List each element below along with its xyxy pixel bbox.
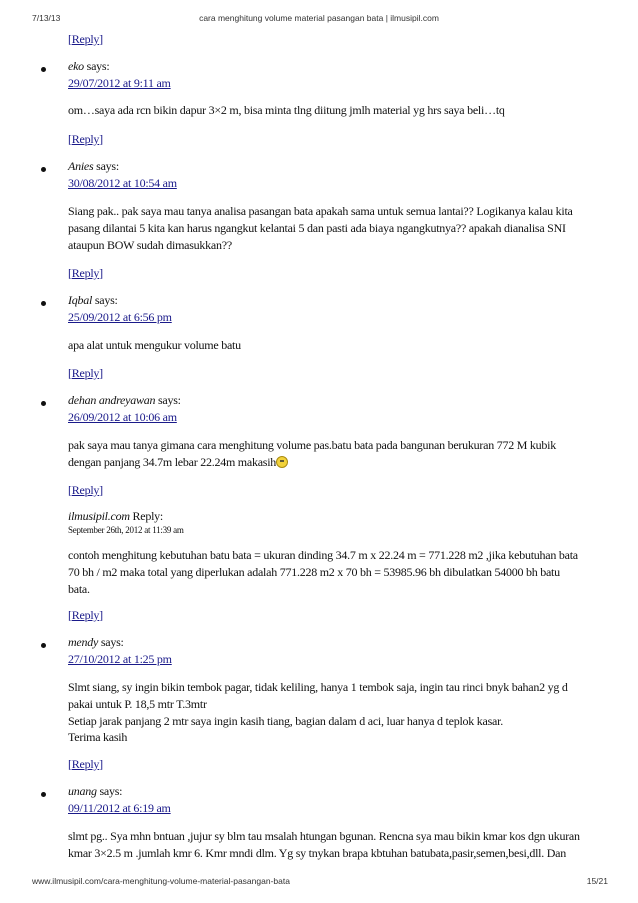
comment-text: pakai untuk P. 18,5 mtr T.3mtr <box>68 697 207 711</box>
comment-text-line <box>68 454 608 471</box>
list-bullet <box>41 643 46 648</box>
reply-link-container[interactable]: [Reply] <box>68 757 103 771</box>
comment-text: apa alat untuk mengukur volume batu <box>68 338 241 352</box>
list-bullet <box>41 401 46 406</box>
comment-author-line <box>68 58 608 75</box>
admin-reply-date: September 26th, 2012 at 11:39 am <box>68 525 184 535</box>
comment-date-link[interactable]: 29/07/2012 at 9:11 am <box>68 76 171 90</box>
reply-link-container[interactable]: [Reply] <box>68 608 103 622</box>
page-number: 15/21 <box>586 876 608 886</box>
comment-author: mendy <box>68 635 99 649</box>
comment-date-link[interactable]: 27/10/2012 at 1:25 pm <box>68 652 172 666</box>
reply-link-container[interactable]: [Reply] <box>68 366 103 380</box>
reply-link[interactable]: Reply <box>71 608 100 622</box>
list-bullet <box>41 167 46 172</box>
says-label: says: <box>157 393 181 407</box>
comment-text: ataupun BOW sudah dimasukkan?? <box>68 238 232 252</box>
reply-link[interactable]: Reply <box>71 757 100 771</box>
reply-link[interactable]: Reply <box>71 483 100 497</box>
comment-date-link[interactable]: 09/11/2012 at 6:19 am <box>68 801 171 815</box>
comment-author: unang <box>68 784 97 798</box>
comment-text: Terima kasih <box>68 730 128 744</box>
comment-text: Siang pak.. pak saya mau tanya analisa pasangan bata apakah sama untuk semua lantai?? Logikanya kalau kita <box>68 204 573 218</box>
comment-date-link[interactable]: 25/09/2012 at 6:56 pm <box>68 310 172 324</box>
comment-text: kmar 3×2.5 m .jumlah kmr 6. Kmr mndi dlm. Yg sy tnykan brapa kbtuhan batubata,pasir,semen,besi,dll. Dan <box>68 846 566 860</box>
comment-text: slmt pg.. Sya mhn bntuan ,jujur sy blm tau msalah htungan bgunan. Rencna sya mau bikin kmar kos dgn ukuran <box>68 829 580 843</box>
comment-author: Anies <box>68 159 94 173</box>
reply-link-container[interactable]: [Reply] <box>68 266 103 280</box>
reply-link[interactable]: Reply <box>71 266 100 280</box>
says-label: says: <box>100 635 124 649</box>
comment-text: pak saya mau tanya gimana cara menghitung volume pas.batu bata pada bangunan berukuran 772 M kubik <box>68 438 557 452</box>
admin-reply-author: ilmusipil.com <box>68 509 130 523</box>
reply-link-top[interactable]: [Reply] <box>68 32 103 46</box>
footer-url: www.ilmusipil.com/cara-menghitung-volume-material-pasangan-bata <box>32 876 290 886</box>
comment-text: pasang dilantai 5 kita kan harus ngangkut kelantai 5 dan pasti ada biaya ngangkutnya?? apakah dianalisa SNI <box>68 221 566 235</box>
comment-author-line <box>68 783 608 800</box>
admin-reply-label: Reply: <box>132 509 163 523</box>
reply-link-container[interactable]: [Reply] <box>68 132 103 146</box>
comment-text: dengan panjang 34.7m lebar 22.24m makasih <box>68 455 277 469</box>
list-bullet <box>41 301 46 306</box>
comment-text: om…saya ada rcn bikin dapur 3×2 m, bisa minta tlng diitung jmlh material yg hrs saya beli…tq <box>68 103 505 117</box>
comment-author-line <box>68 392 608 409</box>
admin-reply-text: bata. <box>68 582 90 596</box>
comment-author: eko <box>68 59 84 73</box>
says-label: says: <box>96 159 119 173</box>
says-label: says: <box>99 784 123 798</box>
list-bullet <box>41 792 46 797</box>
reply-link[interactable]: Reply <box>71 366 100 380</box>
print-date: 7/13/13 <box>32 13 61 23</box>
comment-date-link[interactable]: 30/08/2012 at 10:54 am <box>68 176 177 190</box>
reply-link[interactable]: Reply <box>71 132 100 146</box>
reply-link[interactable]: Reply <box>71 32 100 46</box>
list-bullet <box>41 67 46 72</box>
comment-text: Setiap jarak panjang 2 mtr saya ingin kasih tiang, bagian dalam d aci, luar hanya d teplok kasar. <box>68 714 503 728</box>
smiley-icon <box>276 456 288 468</box>
says-label: says: <box>86 59 110 73</box>
comment-text: Slmt siang, sy ingin bikin tembok pagar, tidak keliling, hanya 1 tembok saja, ingin tau rinci bnyk bahan2 yg d <box>68 680 568 694</box>
comment-author: Iqbal <box>68 293 93 307</box>
admin-reply-text: contoh menghitung kebutuhan batu bata = ukuran dinding 34.7 m x 22.24 m = 771.228 m2 ,jika kebutuhan bata <box>68 548 578 562</box>
reply-link-container[interactable]: [Reply] <box>68 483 103 497</box>
comment-author-line <box>68 158 608 175</box>
admin-reply-text: 70 bh / m2 maka total yang diperlukan adalah 771.228 m2 x 70 bh = 53985.96 bh dibulatkan 54000 bh batu <box>68 565 560 579</box>
comment-date-link[interactable]: 26/09/2012 at 10:06 am <box>68 410 177 424</box>
comment-author-line <box>68 634 608 651</box>
page-title: cara menghitung volume material pasangan bata | ilmusipil.com <box>199 13 439 23</box>
comment-author: dehan andreyawan <box>68 393 156 407</box>
says-label: says: <box>94 293 118 307</box>
comment-author-line <box>68 292 608 309</box>
